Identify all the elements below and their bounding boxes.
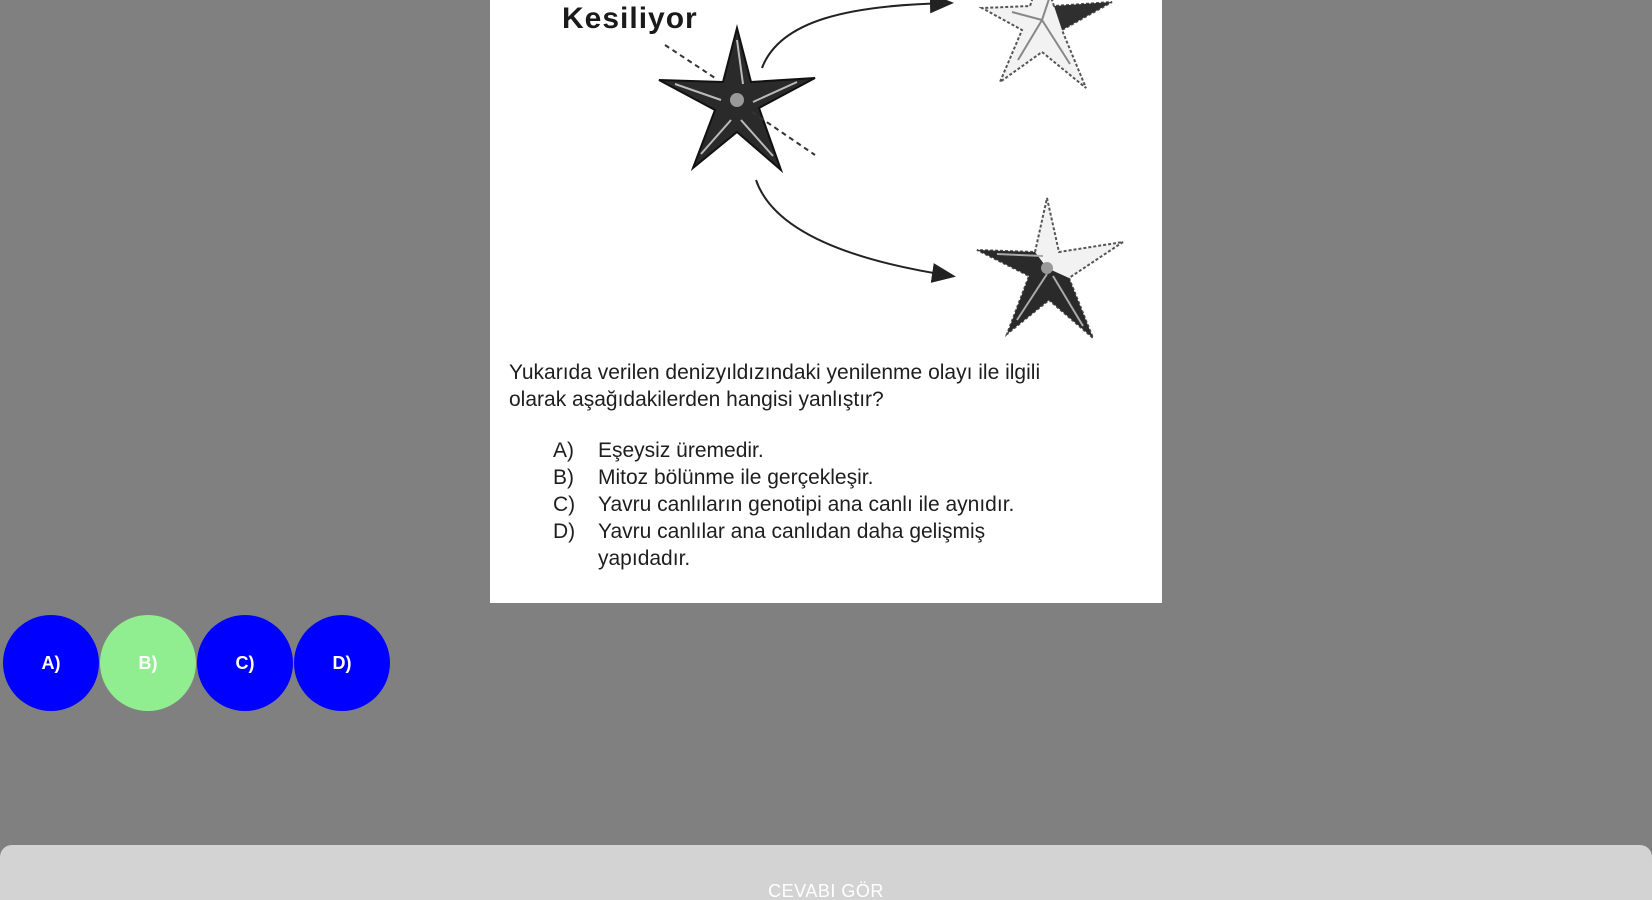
option-letter: D) [553, 520, 576, 543]
starfish-original-icon [659, 28, 815, 170]
cut-line [665, 45, 715, 78]
option-letter: A) [553, 439, 574, 462]
figure-label: Kesiliyor [562, 2, 698, 35]
option-c [553, 491, 1113, 518]
starfish-regenerating-icon [982, 0, 1112, 88]
question-text: Yukarıda verilen denizyıldızındaki yenilenme olayı ile ilgili olarak aşağıdakilerden hangisi yanlıştır? [509, 361, 1041, 411]
option-text: Yavru canlıların genotipi ana canlı ile aynıdır. [598, 493, 1015, 516]
option-b [553, 464, 1113, 491]
answer-buttons [3, 615, 390, 711]
option-letter: B) [553, 466, 574, 489]
figure-drawing [490, 0, 1162, 350]
starfish-regeneration-figure [490, 0, 1162, 350]
option-text: Eşeysiz üremedir. [598, 439, 764, 462]
answer-button-a[interactable]: A) [3, 615, 99, 711]
arrow-icon [756, 180, 952, 276]
option-letter: C) [553, 493, 576, 516]
starfish-regenerating-icon [977, 198, 1123, 338]
answer-button-d[interactable]: D) [294, 615, 390, 711]
question-card [490, 0, 1162, 603]
arrow-icon [762, 3, 950, 68]
option-a [553, 437, 1113, 464]
show-answer-button[interactable] [0, 845, 1652, 900]
option-text: Yavru canlılar ana canlıdan daha gelişmiş yapıdadır. [598, 520, 986, 570]
option-text: Mitoz bölünme ile gerçekleşir. [598, 466, 874, 489]
options-list [553, 437, 1113, 572]
show-answer-label: CEVABI GÖR [768, 881, 884, 900]
option-d [553, 518, 1113, 572]
answer-button-c[interactable]: C) [197, 615, 293, 711]
answer-button-b[interactable]: B) [100, 615, 196, 711]
